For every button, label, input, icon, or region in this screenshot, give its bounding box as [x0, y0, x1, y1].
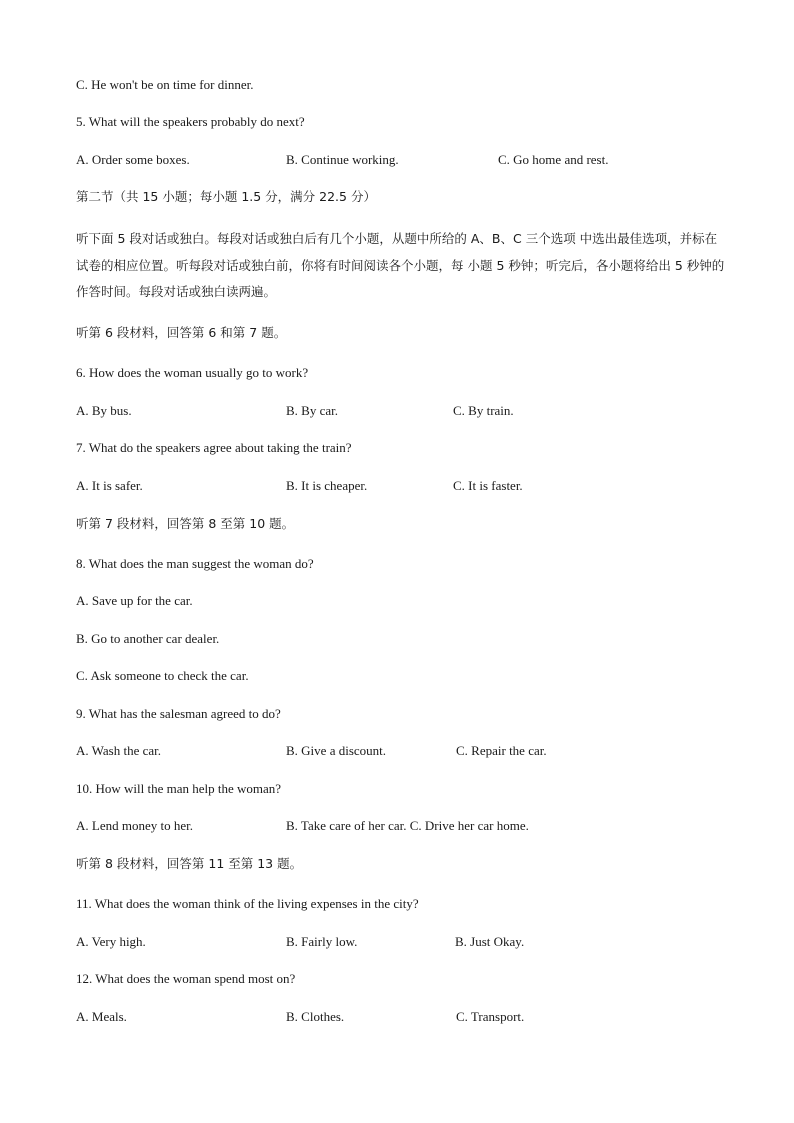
q10-question: 10. How will the man help the woman?: [76, 781, 282, 796]
q6-question: 6. How does the woman usually go to work?: [76, 365, 309, 380]
q7-question: 7. What do the speakers agree about taking the train?: [76, 440, 352, 455]
q7-option-c: C. It is faster.: [453, 478, 523, 493]
q11-option-c: B. Just Okay.: [455, 934, 525, 949]
q8-option-c: C. Ask someone to check the car.: [76, 668, 249, 683]
q9-option-b: B. Give a discount.: [286, 743, 387, 758]
q11-option-b: B. Fairly low.: [286, 934, 358, 949]
q8-option-b: B. Go to another car dealer.: [76, 631, 220, 646]
q11-option-a: A. Very high.: [76, 934, 146, 949]
material6-heading: 听第 6 段材料，回答第 6 和第 7 题。: [76, 325, 287, 340]
q9-option-a: A. Wash the car.: [76, 743, 161, 758]
q4-option-c: C. He won't be on time for dinner.: [76, 77, 254, 92]
q5-option-a: A. Order some boxes.: [76, 152, 190, 167]
q12-option-b: B. Clothes.: [286, 1009, 345, 1024]
section2-instructions: 听下面 5 段对话或独白。每段对话或独白后有几个小题，从题中所给的 A、B、C 三个选项 中选出最佳选项，并标在试卷的相应位置。听每段对话或独白前，你将有时间阅读各个小题，每 小题 5 秒钟；听完后，各小题将给出 5 秒钟的作答时间。每段对话或独白读两遍。: [76, 231, 725, 299]
q5-question: 5. What will the speakers probably do next?: [76, 114, 305, 129]
q10-option-bc: B. Take care of her car. C. Drive her car home.: [286, 818, 529, 833]
section2-heading: 第二节（共 15 小题；每小题 1.5 分，满分 22.5 分）: [76, 189, 376, 204]
q6-option-b: B. By car.: [286, 403, 338, 418]
material7-heading: 听第 7 段材料，回答第 8 至第 10 题。: [76, 516, 295, 531]
q5-option-b: B. Continue working.: [286, 152, 399, 167]
q9-option-c: C. Repair the car.: [456, 743, 547, 758]
material8-heading: 听第 8 段材料，回答第 11 至第 13 题。: [76, 856, 303, 871]
q12-option-c: C. Transport.: [456, 1009, 525, 1024]
q8-question: 8. What does the man suggest the woman do?: [76, 556, 314, 571]
q8-option-a: A. Save up for the car.: [76, 593, 193, 608]
q6-option-c: C. By train.: [453, 403, 514, 418]
q12-question: 12. What does the woman spend most on?: [76, 971, 296, 986]
q7-option-b: B. It is cheaper.: [286, 478, 368, 493]
q9-question: 9. What has the salesman agreed to do?: [76, 706, 281, 721]
q7-option-a: A. It is safer.: [76, 478, 143, 493]
q12-option-a: A. Meals.: [76, 1009, 127, 1024]
q5-option-c: C. Go home and rest.: [498, 152, 609, 167]
q11-question: 11. What does the woman think of the living expenses in the city?: [76, 896, 419, 911]
q10-option-a: A. Lend money to her.: [76, 818, 193, 833]
q6-option-a: A. By bus.: [76, 403, 132, 418]
